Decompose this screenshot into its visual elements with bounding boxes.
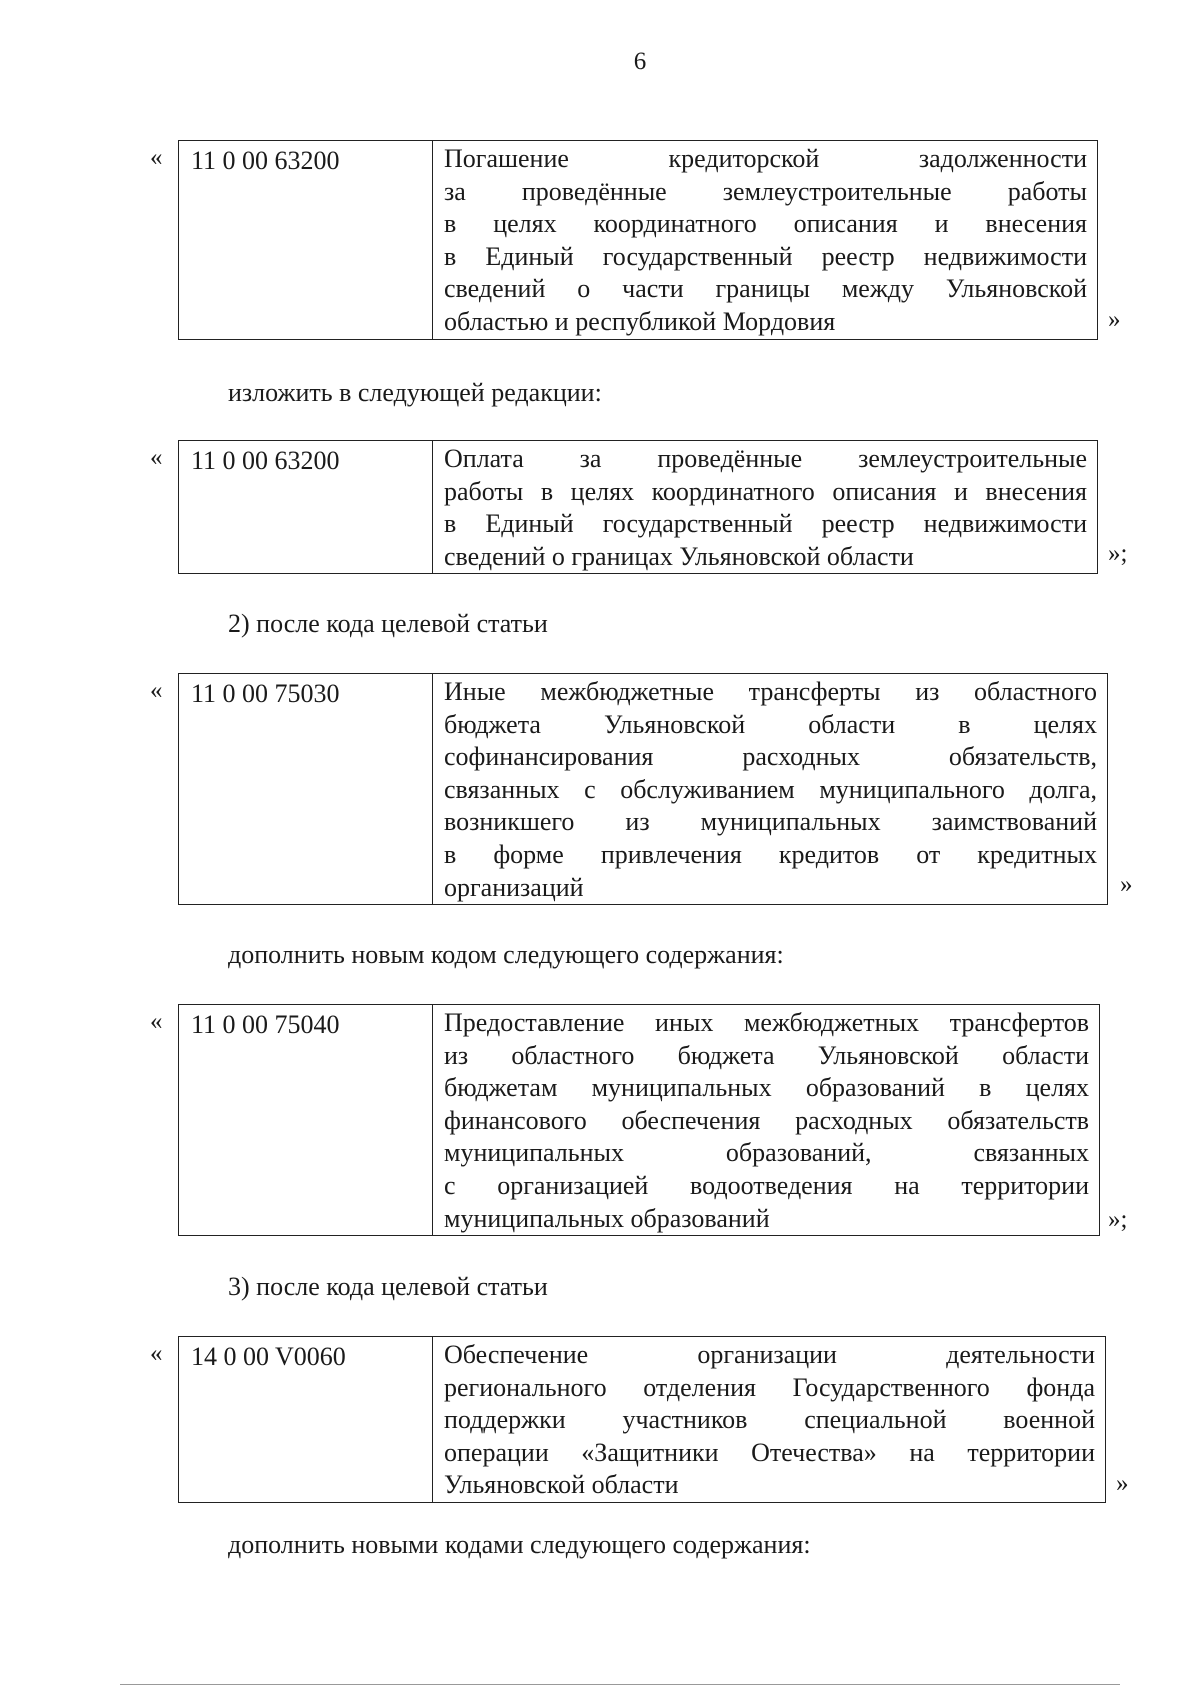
description-line: Иные межбюджетные трансферты из областного xyxy=(444,677,1097,706)
instruction-paragraph: дополнить новым кодом следующего содержания: xyxy=(228,940,784,969)
table-row xyxy=(179,674,1108,905)
opening-quote: « xyxy=(150,677,163,704)
description-line: в форме привлечения кредитов от кредитных xyxy=(444,839,1097,869)
description-line: сведений о границах Ульяновской области xyxy=(444,541,914,571)
target-article-description xyxy=(433,441,1098,574)
code-table xyxy=(178,1336,1106,1503)
code-table xyxy=(178,140,1098,340)
code-table xyxy=(178,673,1108,905)
description-line: муниципальных образований, связанных xyxy=(444,1138,1089,1168)
target-article-code: 14 0 00 V0060 xyxy=(179,1337,433,1503)
target-article-description xyxy=(433,1005,1100,1236)
description-line: за проведённые землеустроительные работы xyxy=(444,176,1087,206)
target-article-code: 11 0 00 63200 xyxy=(179,441,433,574)
description-line: областью и республикой Мордовия xyxy=(444,306,836,336)
table-row xyxy=(179,1337,1106,1503)
page-bottom-rule xyxy=(120,1684,1120,1685)
description-line: финансового обеспечения расходных обязательств xyxy=(444,1105,1089,1135)
instruction-paragraph: дополнить новыми кодами следующего содержания: xyxy=(228,1530,811,1559)
opening-quote: « xyxy=(150,444,163,471)
instruction-paragraph: 3) после кода целевой статьи xyxy=(228,1272,548,1301)
page-number: 6 xyxy=(633,48,647,75)
table-row xyxy=(179,441,1098,574)
closing-quote: »; xyxy=(1108,540,1128,567)
description-line: Обеспечение организации деятельности xyxy=(444,1340,1095,1369)
description-line: работы в целях координатного описания и внесения xyxy=(444,476,1087,506)
target-article-description xyxy=(433,674,1108,905)
description-line: связанных с обслуживанием муниципального долга, xyxy=(444,774,1097,804)
description-line: в целях координатного описания и внесения xyxy=(444,209,1087,239)
table-row xyxy=(179,1005,1100,1236)
description-line: возникшего из муниципальных заимствований xyxy=(444,807,1097,837)
closing-quote: » xyxy=(1120,871,1133,898)
opening-quote: « xyxy=(150,1340,163,1367)
instruction-paragraph: 2) после кода целевой статьи xyxy=(228,609,548,638)
description-line: регионального отделения Государственного фонда xyxy=(444,1372,1095,1402)
closing-quote: »; xyxy=(1108,1206,1128,1233)
closing-quote: » xyxy=(1116,1470,1129,1497)
description-line: операции «Защитники Отечества» на территории xyxy=(444,1437,1095,1467)
opening-quote: « xyxy=(150,144,163,171)
description-line: поддержки участников специальной военной xyxy=(444,1405,1095,1435)
description-line: с организацией водоотведения на территории xyxy=(444,1170,1089,1200)
instruction-paragraph: изложить в следующей редакции: xyxy=(228,378,602,407)
description-line: Предоставление иных межбюджетных трансфертов xyxy=(444,1008,1089,1037)
target-article-code: 11 0 00 63200 xyxy=(179,141,433,340)
description-line: из областного бюджета Ульяновской области xyxy=(444,1040,1089,1070)
target-article-description xyxy=(433,1337,1106,1503)
description-line: в Единый государственный реестр недвижимости xyxy=(444,241,1087,271)
description-line: бюджета Ульяновской области в целях xyxy=(444,709,1097,739)
description-line: бюджетам муниципальных образований в целях xyxy=(444,1073,1089,1103)
target-article-code: 11 0 00 75040 xyxy=(179,1005,433,1236)
opening-quote: « xyxy=(150,1008,163,1035)
description-line: муниципальных образований xyxy=(444,1203,770,1233)
table-row xyxy=(179,141,1098,340)
target-article-code: 11 0 00 75030 xyxy=(179,674,433,905)
target-article-description xyxy=(433,141,1098,340)
description-line: организаций xyxy=(444,872,584,902)
code-table xyxy=(178,1004,1100,1236)
description-line: Погашение кредиторской задолженности xyxy=(444,144,1087,173)
description-line: Ульяновской области xyxy=(444,1470,679,1500)
code-table xyxy=(178,440,1098,574)
closing-quote: » xyxy=(1108,306,1121,333)
description-line: в Единый государственный реестр недвижимости xyxy=(444,509,1087,539)
description-line: сведений о части границы между Ульяновской xyxy=(444,274,1087,304)
description-line: Оплата за проведённые землеустроительные xyxy=(444,444,1087,473)
description-line: софинансирования расходных обязательств, xyxy=(444,742,1097,772)
